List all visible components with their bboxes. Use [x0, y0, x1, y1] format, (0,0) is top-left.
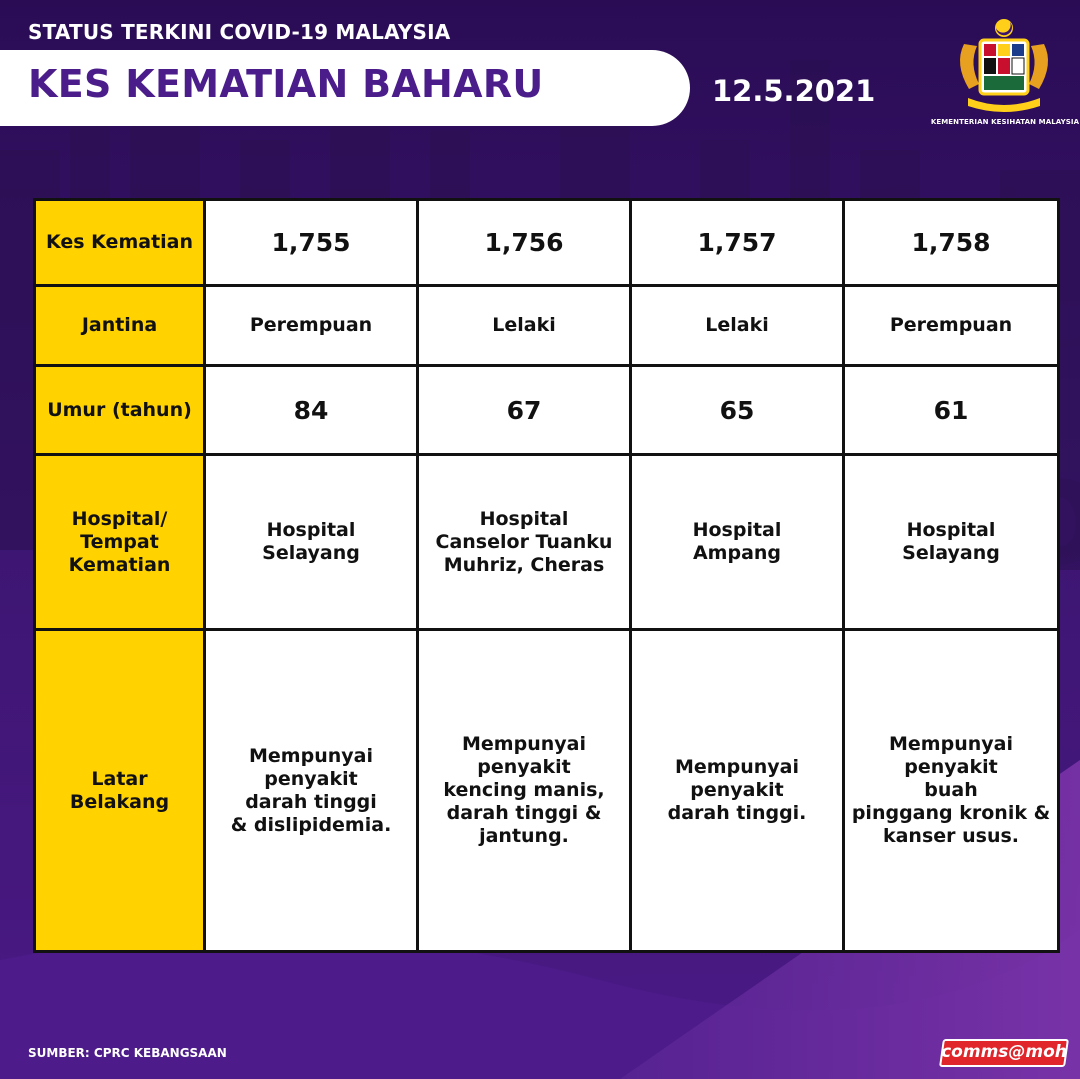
cell-line: darah tinggi & [446, 802, 602, 824]
cell-line: jantung. [479, 825, 569, 847]
cell-line: darah tinggi [245, 790, 377, 813]
label-line: Hospital/ [71, 507, 168, 530]
source-label: SUMBER: CPRC KEBANGSAAN [28, 1046, 227, 1060]
row-label-kes: Kes Kematian [35, 200, 205, 286]
table-cell [205, 455, 418, 630]
table-cell: 1,755 [205, 200, 418, 286]
table-cell: 67 [418, 366, 631, 455]
cell-line: penyakit [264, 767, 358, 790]
table-cell: Lelaki [418, 286, 631, 366]
table-cell: 84 [205, 366, 418, 455]
table-cell [418, 455, 631, 630]
cell-line: kencing manis, [443, 779, 605, 801]
table-row [35, 455, 1059, 630]
death-cases-table [33, 198, 1060, 953]
cell-line: penyakit [477, 756, 571, 778]
cell-line: Muhriz, Cheras [443, 553, 605, 576]
cell-line: darah tinggi. [667, 802, 807, 824]
table-cell: 1,758 [844, 200, 1059, 286]
table-cell [205, 630, 418, 952]
cell-line: Mempunyai [889, 733, 1013, 755]
malaysia-coat-of-arms-icon [944, 14, 1064, 114]
table-cell [631, 455, 844, 630]
cell-line: pinggang kronik & [851, 802, 1051, 824]
cell-line: penyakit [904, 756, 998, 778]
table-cell [418, 630, 631, 952]
cell-line: Ampang [692, 542, 782, 564]
cell-line: Hospital [266, 519, 356, 541]
table-row [35, 200, 1059, 286]
comms-badge-label: comms@moh [941, 1042, 1067, 1062]
table-cell: Lelaki [631, 286, 844, 366]
table-row [35, 366, 1059, 455]
table-cell: 1,757 [631, 200, 844, 286]
cell-line: Canselor Tuanku [435, 530, 613, 553]
table-cell [844, 455, 1059, 630]
table-row [35, 630, 1059, 952]
label-line: Kematian [68, 553, 171, 576]
cell-line: Mempunyai [249, 744, 373, 767]
table-cell: 61 [844, 366, 1059, 455]
label-line: Belakang [69, 790, 170, 813]
cell-line: buah [924, 779, 978, 801]
row-label-hospital [35, 455, 205, 630]
cell-line: Hospital [906, 519, 996, 541]
row-label-umur: Umur (tahun) [35, 366, 205, 455]
cell-line: Mempunyai [675, 756, 799, 778]
table-cell: Perempuan [205, 286, 418, 366]
row-label-latar [35, 630, 205, 952]
table-row [35, 286, 1059, 366]
table-cell: 1,756 [418, 200, 631, 286]
ministry-label: KEMENTERIAN KESIHATAN MALAYSIA [930, 118, 1080, 126]
label-line: Tempat [80, 530, 159, 553]
table-cell: Perempuan [844, 286, 1059, 366]
date-label: 12.5.2021 [712, 74, 876, 108]
header-subtitle: STATUS TERKINI COVID-19 MALAYSIA [28, 20, 451, 44]
cell-line: Mempunyai [462, 733, 586, 755]
cell-line: & dislipidemia. [230, 813, 392, 836]
cell-line: Hospital [479, 507, 569, 530]
table-cell [844, 630, 1059, 952]
row-label-jantina: Jantina [35, 286, 205, 366]
cell-line: Selayang [262, 542, 360, 564]
cell-line: Selayang [902, 542, 1000, 564]
cell-line: penyakit [690, 779, 784, 801]
cell-line: Hospital [692, 519, 782, 541]
table-cell: 65 [631, 366, 844, 455]
table-cell [631, 630, 844, 952]
label-line: Latar [91, 767, 148, 790]
cell-line: kanser usus. [882, 825, 1020, 847]
page-title: KES KEMATIAN BAHARU [28, 62, 544, 106]
